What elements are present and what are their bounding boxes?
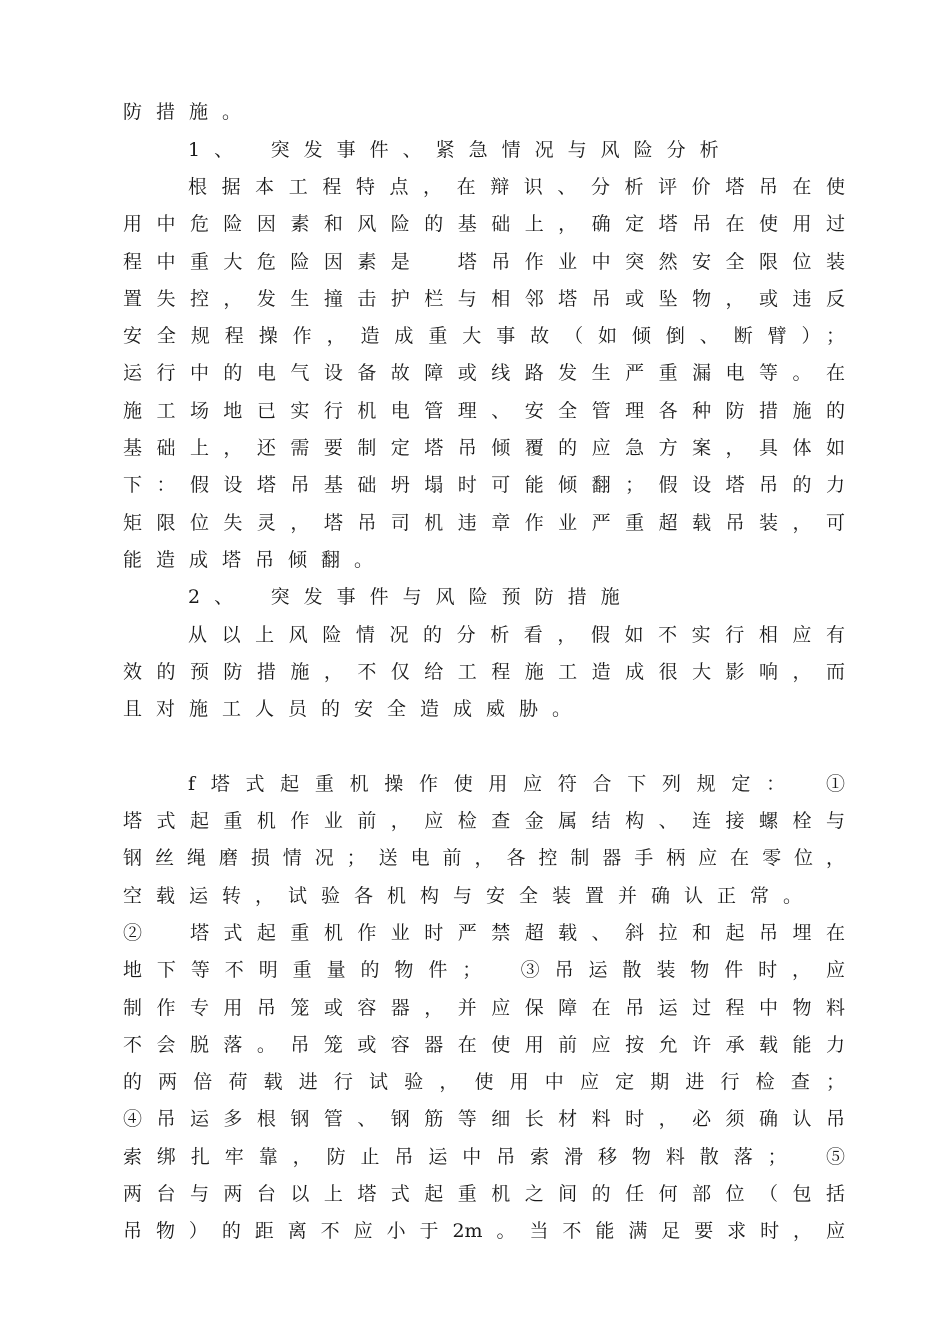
rules-line-3: 空载运转，试验各机构与安全装置并确认正常。: [123, 885, 817, 907]
rules-intro-line: f塔式起重机操作使用应符合下列规定： ①: [188, 773, 845, 795]
rules-line-2: 钢丝绳磨损情况；送电前，各控制器手柄应在零位，: [123, 847, 845, 869]
rules-line-7: 不会脱落。吊笼或容器在使用前应按允许承载能力: [123, 1034, 845, 1056]
section-heading-2: 2、 突发事件与风险预防措施: [188, 586, 634, 608]
paragraph-line-10: 矩限位失灵，塔吊司机违章作业严重超载吊装，可: [123, 512, 845, 534]
rules-line-9: ④吊运多根钢管、钢筋等细长材料时，必须确认吊: [123, 1108, 845, 1130]
paragraph-line-3: 程中重大危险因素是 塔吊作业中突然安全限位装: [123, 251, 845, 273]
paragraph-line-2: 用中危险因素和风险的基础上，确定塔吊在使用过: [123, 213, 845, 235]
paragraph-line-1: 根据本工程特点，在辩识、分析评价塔吊在使: [188, 176, 845, 198]
rules-line-5: 地下等不明重量的物件； ③吊运散装物件时，应: [123, 959, 845, 981]
rules-line-1: 塔式起重机作业前，应检查金属结构、连接螺栓与: [123, 810, 845, 832]
paragraph-line-9: 下：假设塔吊基础坍塌时可能倾翻；假设塔吊的力: [123, 474, 845, 496]
paragraph-line-11: 能造成塔吊倾翻。: [123, 549, 388, 571]
rules-line-12: 吊物）的距离不应小于2m。当不能满足要求时，应: [123, 1220, 845, 1242]
paragraph-line-8: 基础上，还需要制定塔吊倾覆的应急方案，具体如: [123, 437, 845, 459]
paragraph-line-12: 从以上风险情况的分析看，假如不实行相应有: [188, 624, 845, 646]
paragraph-line-5: 安全规程操作，造成重大事故（如倾倒、断臂）；: [123, 325, 845, 347]
rules-line-8: 的两倍荷载进行试验，使用中应定期进行检查；: [123, 1071, 845, 1093]
paragraph-line-7: 施工场地已实行机电管理、安全管理各种防措施的: [123, 400, 845, 422]
rules-line-11: 两台与两台以上塔式起重机之间的任何部位（包括: [123, 1183, 845, 1205]
paragraph-line-4: 置失控，发生撞击护栏与相邻塔吊或坠物，或违反: [123, 288, 845, 310]
text-line-1: 防措施。: [123, 101, 256, 123]
paragraph-line-6: 运行中的电气设备故障或线路发生严重漏电等。在: [123, 362, 845, 384]
rules-line-4: ② 塔式起重机作业时严禁超载、斜拉和起吊埋在: [123, 922, 845, 944]
section-heading-1: 1、 突发事件、紧急情况与风险分析: [188, 139, 733, 161]
paragraph-line-14: 且对施工人员的安全造成威胁。: [123, 698, 586, 720]
paragraph-line-13: 效的预防措施，不仅给工程施工造成很大影响，而: [123, 661, 845, 683]
rules-line-10: 索绑扎牢靠，防止吊运中吊索滑移物料散落； ⑤: [123, 1146, 845, 1168]
rules-line-6: 制作专用吊笼或容器，并应保障在吊运过程中物料: [123, 997, 845, 1019]
